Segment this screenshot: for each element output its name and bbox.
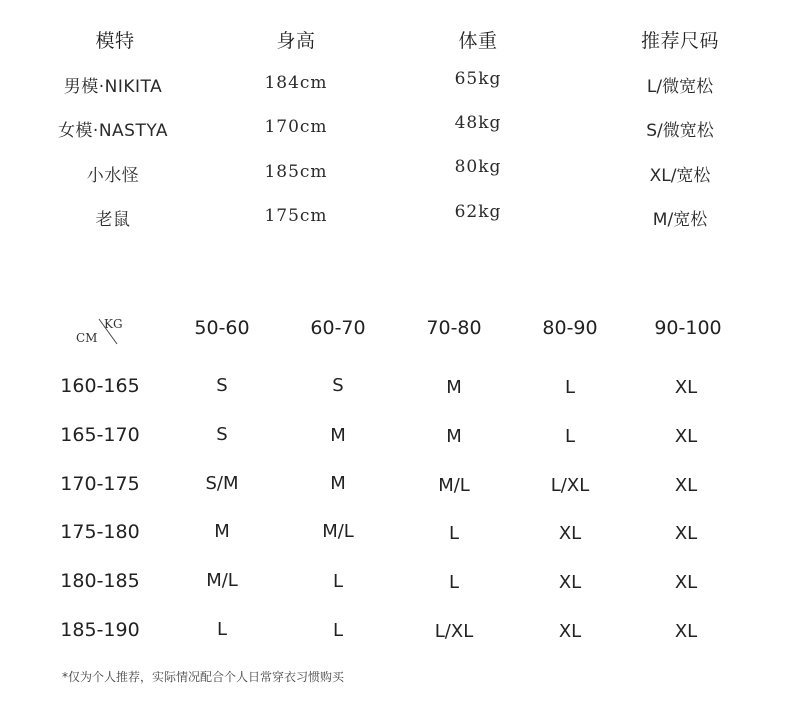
size-cell: M	[214, 521, 230, 542]
size-cell: S/M	[205, 473, 239, 494]
model-weight: 80kg	[454, 157, 502, 177]
size-cell: S	[216, 375, 228, 396]
model-size: L/微宽松	[646, 77, 714, 97]
size-cell: XL	[674, 475, 698, 496]
height-range-label: 180-185	[60, 570, 140, 592]
corner-kg-label: KG	[104, 317, 123, 331]
size-cell: L	[332, 620, 344, 641]
model-size: S/微宽松	[646, 121, 714, 141]
size-cell: XL	[674, 523, 698, 544]
model-name: 男模·NIKITA	[63, 77, 163, 97]
model-weight: 48kg	[454, 113, 502, 133]
model-size: XL/宽松	[649, 166, 711, 186]
model-name: 小水怪	[86, 166, 140, 186]
model-height: 170cm	[264, 117, 328, 137]
corner-cm-label: CM	[76, 331, 98, 345]
size-cell: S	[332, 375, 344, 396]
model-height: 185cm	[264, 162, 328, 182]
model-weight: 62kg	[454, 202, 502, 222]
size-cell: L	[332, 571, 344, 592]
height-range-label: 170-175	[60, 473, 140, 495]
size-cell: XL	[674, 426, 698, 447]
size-cell: L/XL	[550, 475, 590, 496]
height-range-label: 160-165	[60, 375, 140, 397]
header-height: 身高	[276, 30, 316, 52]
height-range-label: 165-170	[60, 424, 140, 446]
height-range-label: 185-190	[60, 619, 140, 641]
header-recommended-size: 推荐尺码	[640, 30, 720, 52]
size-cell: L	[564, 426, 576, 447]
size-cell: M	[330, 473, 346, 494]
model-height: 175cm	[264, 206, 328, 226]
model-name: 女模·NASTYA	[57, 121, 169, 141]
model-size: M/宽松	[652, 210, 708, 230]
header-model: 模特	[95, 30, 135, 52]
size-cell: XL	[674, 572, 698, 593]
weight-column-header: 90-100	[654, 317, 722, 339]
size-cell: M/L	[206, 570, 238, 591]
size-cell: L	[448, 523, 460, 544]
footnote: *仅为个人推荐，实际情况配合个人日常穿衣习惯购买	[62, 670, 345, 684]
size-cell: XL	[558, 572, 582, 593]
size-cell: S	[216, 424, 228, 445]
model-weight: 65kg	[454, 69, 502, 89]
size-cell: XL	[558, 621, 582, 642]
size-cell: M/L	[438, 475, 470, 496]
size-cell: XL	[674, 377, 698, 398]
size-cell: XL	[674, 621, 698, 642]
weight-column-header: 80-90	[542, 317, 598, 339]
size-cell: M	[446, 426, 462, 447]
size-cell: L	[564, 377, 576, 398]
corner-diagonal	[95, 316, 135, 350]
size-cell: L	[216, 619, 228, 640]
weight-column-header: 70-80	[426, 317, 482, 339]
model-name: 老鼠	[95, 210, 131, 230]
header-weight: 体重	[458, 30, 498, 52]
model-height: 184cm	[264, 73, 328, 93]
weight-column-header: 60-70	[310, 317, 366, 339]
size-cell: M	[446, 377, 462, 398]
size-cell: XL	[558, 523, 582, 544]
size-cell: L/XL	[434, 621, 474, 642]
size-cell: L	[448, 572, 460, 593]
size-cell: M	[330, 425, 346, 446]
height-range-label: 175-180	[60, 521, 140, 543]
size-cell: M/L	[322, 521, 354, 542]
weight-column-header: 50-60	[194, 317, 250, 339]
